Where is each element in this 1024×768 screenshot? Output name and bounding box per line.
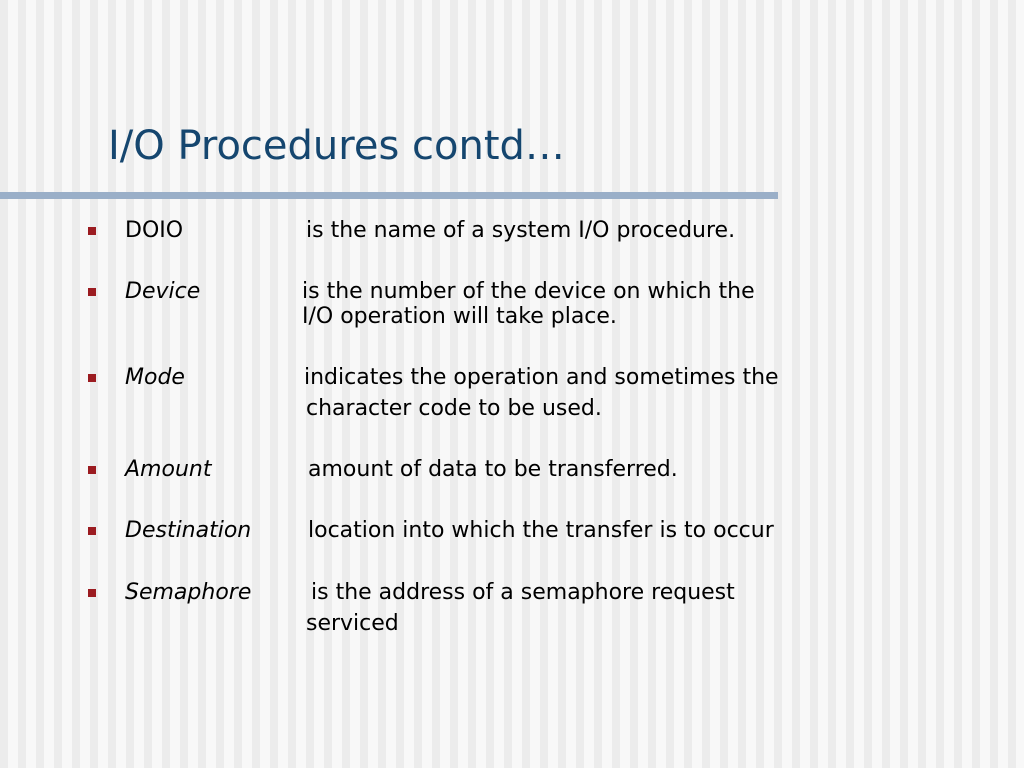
item-term: Mode <box>125 365 185 390</box>
square-bullet-icon <box>88 288 96 296</box>
square-bullet-icon <box>88 227 96 235</box>
square-bullet-icon <box>88 527 96 535</box>
item-description-continuation: serviced <box>306 611 399 636</box>
item-term: Amount <box>125 457 212 482</box>
square-bullet-icon <box>88 589 96 597</box>
item-term: Device <box>125 279 201 304</box>
square-bullet-icon <box>88 374 96 382</box>
square-bullet-icon <box>88 466 96 474</box>
item-term: Semaphore <box>125 580 252 605</box>
item-term: Destination <box>125 518 252 543</box>
item-description: is the name of a system I/O procedure. <box>306 218 736 243</box>
item-description: amount of data to be transferred. <box>308 457 678 482</box>
item-description-continuation: character code to be used. <box>306 396 602 421</box>
item-description-continuation: I/O operation will take place. <box>302 304 617 329</box>
item-description: location into which the transfer is to occur <box>308 518 774 543</box>
slide-title: I/O Procedures contd… <box>108 123 565 169</box>
item-description: is the address of a semaphore request <box>311 580 735 605</box>
item-term: DOIO <box>125 218 184 243</box>
item-description: indicates the operation and sometimes the <box>304 365 779 390</box>
item-description: is the number of the device on which the <box>302 279 755 304</box>
